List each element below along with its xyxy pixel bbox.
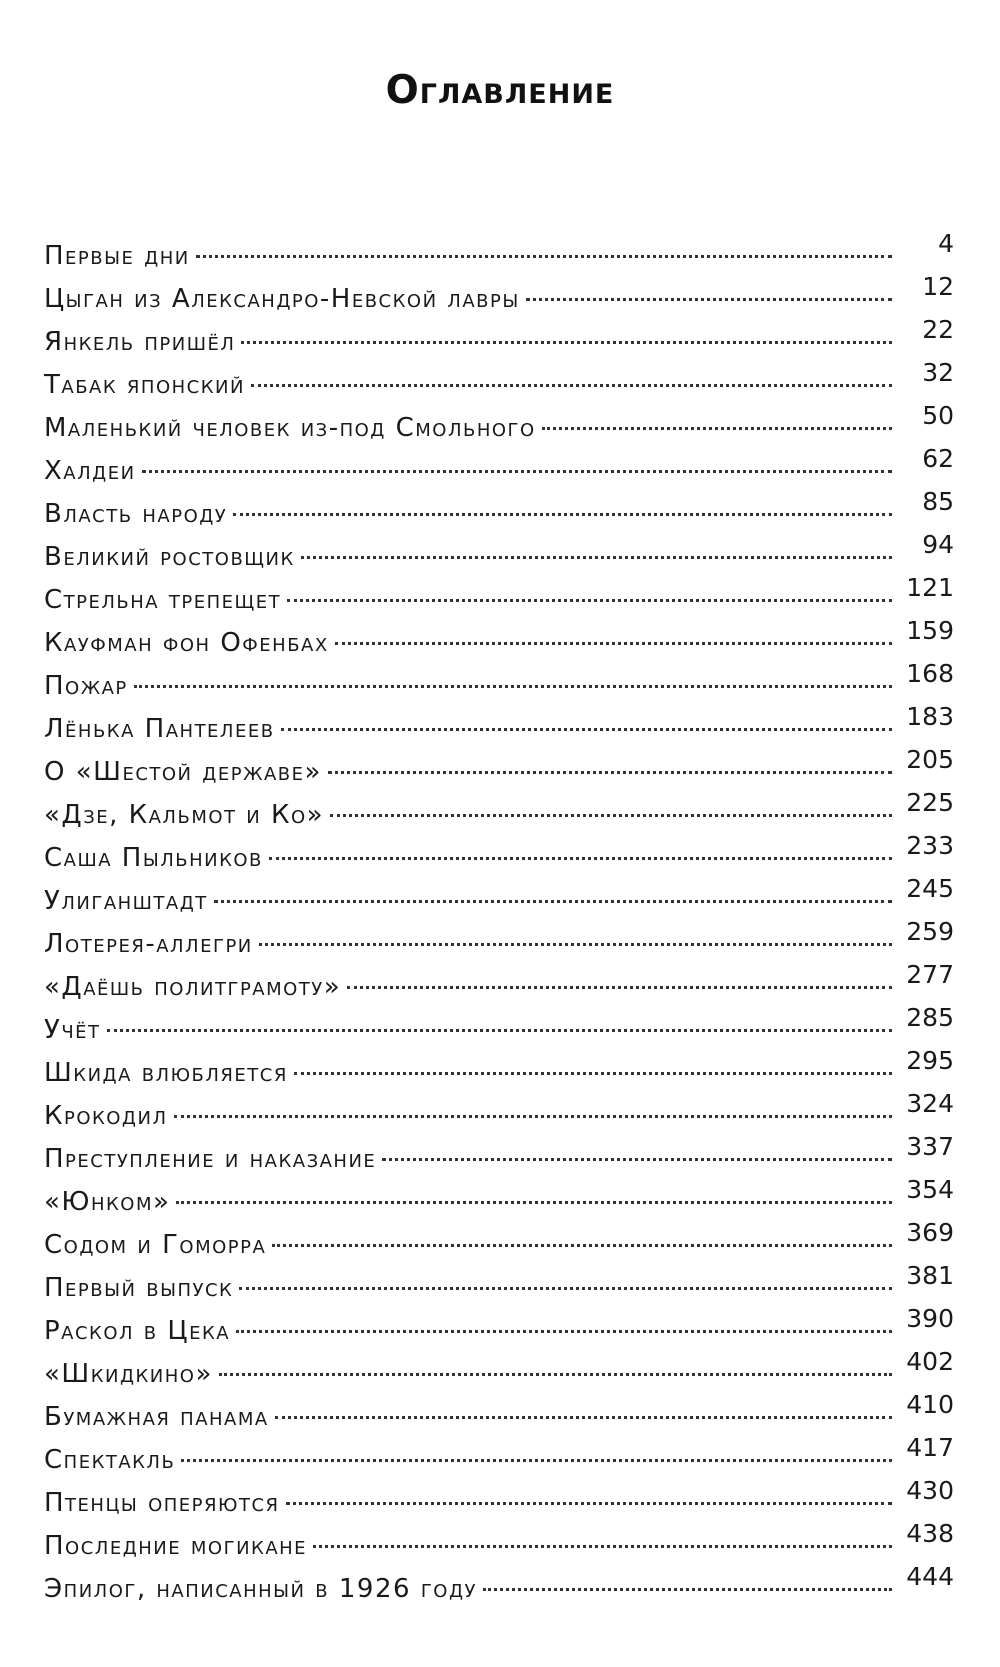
dot-leader <box>330 813 892 817</box>
toc-entry <box>44 573 954 621</box>
toc-entry <box>44 1175 954 1223</box>
toc-entry <box>44 530 954 578</box>
toc-entry-title: Раскол в Цека <box>44 1316 231 1346</box>
dot-leader <box>181 1458 892 1462</box>
toc-entry-title: Янкель пришёл <box>44 327 236 357</box>
toc-entry <box>44 745 954 793</box>
toc-entry-title: Учёт <box>44 1015 101 1045</box>
dot-leader <box>335 641 892 645</box>
toc-entry-title: Шкида влюбляется <box>44 1058 288 1088</box>
table-of-contents <box>44 229 954 1610</box>
dot-leader <box>542 426 892 430</box>
toc-entry-page-number: 62 <box>922 444 954 473</box>
toc-entry <box>44 272 954 320</box>
toc-entry-page-number: 245 <box>906 874 954 903</box>
toc-entry-page-number: 121 <box>906 573 954 602</box>
toc-entry-page-number: 337 <box>906 1132 954 1161</box>
dot-leader <box>233 512 892 516</box>
toc-entry-page-number: 295 <box>906 1046 954 1075</box>
toc-entry <box>44 1390 954 1438</box>
toc-entry-page-number: 354 <box>906 1175 954 1204</box>
toc-entry-title: Спектакль <box>44 1445 176 1475</box>
toc-entry <box>44 1476 954 1524</box>
toc-entry-page-number: 50 <box>922 401 954 430</box>
toc-entry-title: Цыган из Александро-Невской лавры <box>44 284 520 314</box>
toc-entry <box>44 702 954 750</box>
toc-entry-title: «Юнком» <box>44 1187 171 1217</box>
toc-entry-page-number: 259 <box>906 917 954 946</box>
toc-entry <box>44 487 954 535</box>
dot-leader <box>272 1243 892 1247</box>
toc-entry-page-number: 85 <box>922 487 954 516</box>
toc-entry-page-number: 430 <box>906 1476 954 1505</box>
toc-entry-page-number: 444 <box>906 1562 954 1591</box>
toc-entry-page-number: 410 <box>906 1390 954 1419</box>
toc-entry-page-number: 94 <box>922 530 954 559</box>
toc-entry <box>44 1562 954 1610</box>
toc-entry-title: Великий ростовщик <box>44 542 295 572</box>
toc-entry <box>44 401 954 449</box>
dot-leader <box>281 727 892 731</box>
toc-entry <box>44 659 954 707</box>
toc-entry <box>44 1218 954 1266</box>
toc-entry <box>44 831 954 879</box>
toc-entry-title: Саша Пыльников <box>44 843 263 873</box>
toc-entry <box>44 1089 954 1137</box>
toc-entry-page-number: 4 <box>938 229 954 258</box>
toc-entry-title: Птенцы оперяются <box>44 1488 280 1518</box>
toc-entry-title: О «Шестой державе» <box>44 757 322 787</box>
toc-entry-title: Халдеи <box>44 456 136 486</box>
toc-entry-title: Содом и Гоморра <box>44 1230 267 1260</box>
dot-leader <box>236 1329 892 1333</box>
toc-entry-title: Первый выпуск <box>44 1273 234 1303</box>
toc-entry-page-number: 438 <box>906 1519 954 1548</box>
dot-leader <box>259 942 892 946</box>
dot-leader <box>286 1501 892 1505</box>
toc-entry-page-number: 285 <box>906 1003 954 1032</box>
dot-leader <box>241 340 892 344</box>
dot-leader <box>328 770 892 774</box>
page-title: Оглавление <box>385 68 615 113</box>
toc-entry-page-number: 277 <box>906 960 954 989</box>
dot-leader <box>526 297 892 301</box>
toc-entry-page-number: 417 <box>906 1433 954 1462</box>
toc-entry <box>44 1304 954 1352</box>
dot-leader <box>134 684 892 688</box>
dot-leader <box>176 1200 892 1204</box>
toc-entry-page-number: 390 <box>906 1304 954 1333</box>
toc-entry-page-number: 225 <box>906 788 954 817</box>
toc-entry <box>44 444 954 492</box>
dot-leader <box>313 1544 892 1548</box>
dot-leader <box>251 383 892 387</box>
toc-entry-title: Бумажная панама <box>44 1402 269 1432</box>
dot-leader <box>483 1587 892 1591</box>
toc-entry-page-number: 402 <box>906 1347 954 1376</box>
toc-entry-title: Пожар <box>44 671 128 701</box>
toc-entry <box>44 1003 954 1051</box>
toc-entry <box>44 917 954 965</box>
dot-leader <box>174 1114 893 1118</box>
toc-entry <box>44 1046 954 1094</box>
toc-entry <box>44 788 954 836</box>
toc-entry <box>44 229 954 277</box>
dot-leader <box>142 469 892 473</box>
toc-entry <box>44 315 954 363</box>
dot-leader <box>301 555 892 559</box>
toc-entry-page-number: 168 <box>906 659 954 688</box>
dot-leader <box>196 254 892 258</box>
toc-entry-page-number: 324 <box>906 1089 954 1118</box>
toc-entry-title: Эпилог, написанный в 1926 году <box>44 1574 477 1604</box>
dot-leader <box>214 899 892 903</box>
toc-entry-page-number: 12 <box>922 272 954 301</box>
toc-entry-title: Кауфман фон Офенбах <box>44 628 329 658</box>
dot-leader <box>294 1071 892 1075</box>
toc-entry <box>44 960 954 1008</box>
toc-entry <box>44 1261 954 1309</box>
toc-entry-title: Лёнька Пантелеев <box>44 714 275 744</box>
dot-leader <box>107 1028 892 1032</box>
dot-leader <box>275 1415 892 1419</box>
toc-entry-page-number: 183 <box>906 702 954 731</box>
toc-entry-page-number: 381 <box>906 1261 954 1290</box>
toc-entry-title: «Дзе, Кальмот и Ко» <box>44 800 325 830</box>
toc-entry-title: Стрельна трепещет <box>44 585 282 615</box>
toc-entry-title: Крокодил <box>44 1101 168 1131</box>
dot-leader <box>239 1286 892 1290</box>
toc-entry <box>44 616 954 664</box>
toc-entry-title: Маленький человек из-под Смольного <box>44 413 536 443</box>
toc-entry-page-number: 233 <box>906 831 954 860</box>
toc-entry-page-number: 369 <box>906 1218 954 1247</box>
toc-entry-title: «Шкидкино» <box>44 1359 213 1389</box>
dot-leader <box>269 856 892 860</box>
dot-leader <box>219 1372 892 1376</box>
toc-entry-title: Первые дни <box>44 241 190 271</box>
toc-entry-title: Преступление и наказание <box>44 1144 377 1174</box>
toc-entry <box>44 1433 954 1481</box>
toc-entry-title: Табак японский <box>44 370 245 400</box>
toc-entry <box>44 358 954 406</box>
toc-entry <box>44 1519 954 1567</box>
toc-entry-title: Последние могикане <box>44 1531 308 1561</box>
toc-entry-page-number: 22 <box>922 315 954 344</box>
dot-leader <box>287 598 892 602</box>
dot-leader <box>382 1157 892 1161</box>
dot-leader <box>347 985 892 989</box>
toc-entry <box>44 1132 954 1180</box>
toc-entry <box>44 874 954 922</box>
toc-entry-title: Власть народу <box>44 499 228 529</box>
toc-entry-page-number: 205 <box>906 745 954 774</box>
toc-entry-title: Лотерея-аллегри <box>44 929 253 959</box>
toc-entry-title: «Даёшь политграмоту» <box>44 972 342 1002</box>
toc-entry-page-number: 159 <box>906 616 954 645</box>
toc-entry <box>44 1347 954 1395</box>
toc-entry-page-number: 32 <box>922 358 954 387</box>
toc-entry-title: Улиганштадт <box>44 886 208 916</box>
